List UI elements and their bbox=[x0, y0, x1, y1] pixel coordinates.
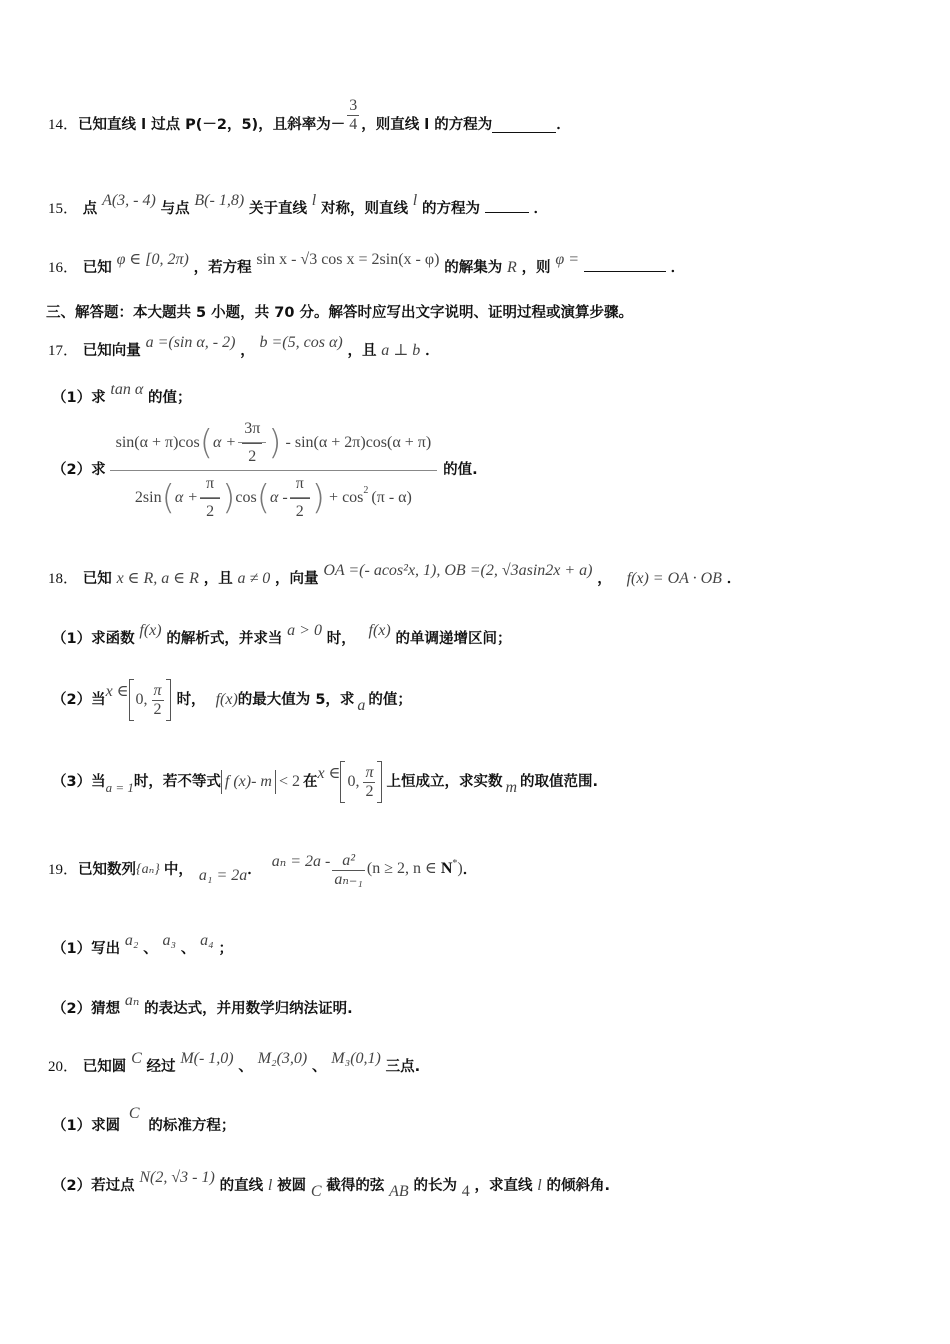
question-15: 15． 点 A(3, - 4) 与点 B(- 1,8) 关于直线 l 对称，则直线 l 的方程为 ． bbox=[48, 192, 549, 217]
slope-fraction: $\frac{3}{4}$ bbox=[349, 96, 358, 133]
function-definition: f(x) = OA · OB bbox=[626, 570, 722, 587]
question-20-part-2: （2）若过点 N(2, √3 - 1) 的直线 l 被圆 C 截得的弦 AB 的长为 4 ，求直线 l 的倾斜角. bbox=[52, 1169, 611, 1200]
vector-a: a =(sin α, - 2) bbox=[145, 334, 236, 351]
recurrence: aₙ = 2a - $\frac{\text{a²}}{\text{aₙ₋₁}}$ (n ≥ 2, n ∈ N*) bbox=[271, 851, 463, 888]
question-20-part-1: （1）求圆 C 的标准方程； bbox=[52, 1105, 236, 1134]
denominator: 2sin ( α + $\frac{\pi}{2}$ ) cos ( α - $\frac{\pi}{2}$ ) + cos 2 (π - α) bbox=[134, 474, 412, 520]
point-a: A(3, - 4) bbox=[102, 192, 156, 209]
question-16: 16． 已知 φ ∈ [0, 2π) ，若方程 sin x - √3 cos x = 2sin(x - φ) 的解集为 R ，则 φ = ． bbox=[48, 251, 686, 276]
answer-blank[interactable] bbox=[492, 118, 556, 133]
question-text: 已知直线 l 过点 P(－2，5)，且斜率为－ bbox=[78, 117, 346, 133]
question-20: 20． 已知圆 C 经过 M(- 1,0) 、 M₂(3,0) 、 M₃(0,1) 三点. bbox=[48, 1050, 421, 1075]
sequence: {aₙ} bbox=[136, 862, 160, 877]
question-19-part-2: （2）猜想 aₙ 的表达式，并用数学归纳法证明. bbox=[52, 992, 353, 1017]
vectors: OA =(- acos²x, 1), OB =(2, √3asin2x + a) bbox=[323, 562, 593, 579]
vector-b: b =(5, cos α) bbox=[259, 334, 343, 351]
phi-condition: φ ∈ [0, 2π) bbox=[116, 251, 189, 268]
question-number: 14． bbox=[48, 117, 79, 133]
question-17-part-1: （1）求 tan α 的值； bbox=[52, 381, 192, 406]
equation: sin x - √3 cos x = 2sin(x - φ) bbox=[256, 251, 440, 268]
interval-fraction: $\frac{\pi}{2}$ bbox=[153, 681, 162, 718]
point-n: N(2, √3 - 1) bbox=[139, 1169, 215, 1186]
numerator: sin(α + π)cos ( α + $\frac{3\pi}{2}$ ) - sin(α + 2π)cos(α + π) bbox=[110, 420, 438, 471]
question-14: 14． 已知直线 l 过点 P(－2，5)，且斜率为－ $\frac{3}{4}$ ，则直线 l 的方程为 ． bbox=[48, 96, 571, 133]
question-18-part-2: （2）当 x ∈ 0, $\frac{\pi}{2}$ 时， f(x) 的最大值为 5，求 a 的值； bbox=[52, 676, 412, 724]
question-text: ，则直线 l 的方程为 bbox=[361, 117, 493, 133]
question-18-part-1: （1）求函数 f(x) 的解析式，并求当 a > 0 时， f(x) 的单调递增区间； bbox=[52, 622, 512, 647]
answer-blank[interactable] bbox=[485, 198, 529, 213]
trig-fraction bbox=[110, 420, 438, 521]
question-19: 19． 已知数列 {aₙ} 中， a₁ = 2a ． aₙ = 2a - $\frac{\text{a²}}{\text{aₙ₋₁}}$ (n ≥ 2, n ∈ N*) ． bbox=[48, 851, 478, 888]
answer-blank[interactable] bbox=[584, 257, 666, 272]
section-heading: 三、解答题：本大题共 5 小题，共 70 分。解答时应写出文字说明、证明过程或演算步骤。 bbox=[46, 305, 633, 321]
point-m3: M₃(0,1) bbox=[331, 1050, 381, 1067]
question-18: 18． 已知 x ∈ R, a ∈ R ，且 a ≠ 0 ，向量 OA =(- acos²x, 1), OB =(2, √3asin2x + a) ， f(x) = OA · OB ． bbox=[48, 562, 742, 587]
question-17-part-2: （2）求 sin(α + π)cos ( α + $\frac{3\pi}{2}$ ) - sin(α + 2π)cos(α + π) 2sin ( α + $\frac{\pi}{2}$ ) cos ( α - $\frac{\pi}{2}$ ) + cos 2 (π - α) 的值. bbox=[52, 419, 478, 520]
point-m2: M₂(3,0) bbox=[257, 1050, 308, 1067]
point-b: B(- 1,8) bbox=[194, 192, 245, 209]
question-18-part-3: （3）当 a = 1 时，若不等式 f (x)- m < 2 在 x ∈ 0, $\frac{\pi}{2}$ 上恒成立，求实数 m 的取值范围. bbox=[52, 758, 598, 806]
question-19-part-1: （1）写出 a₂ 、 a₃ 、 a₄ ； bbox=[52, 932, 233, 957]
question-17: 17． 已知向量 a =(sin α, - 2) ， b =(5, cos α) ，且 a ⊥ b ． bbox=[48, 334, 440, 359]
point-m1: M(- 1,0) bbox=[180, 1050, 234, 1067]
